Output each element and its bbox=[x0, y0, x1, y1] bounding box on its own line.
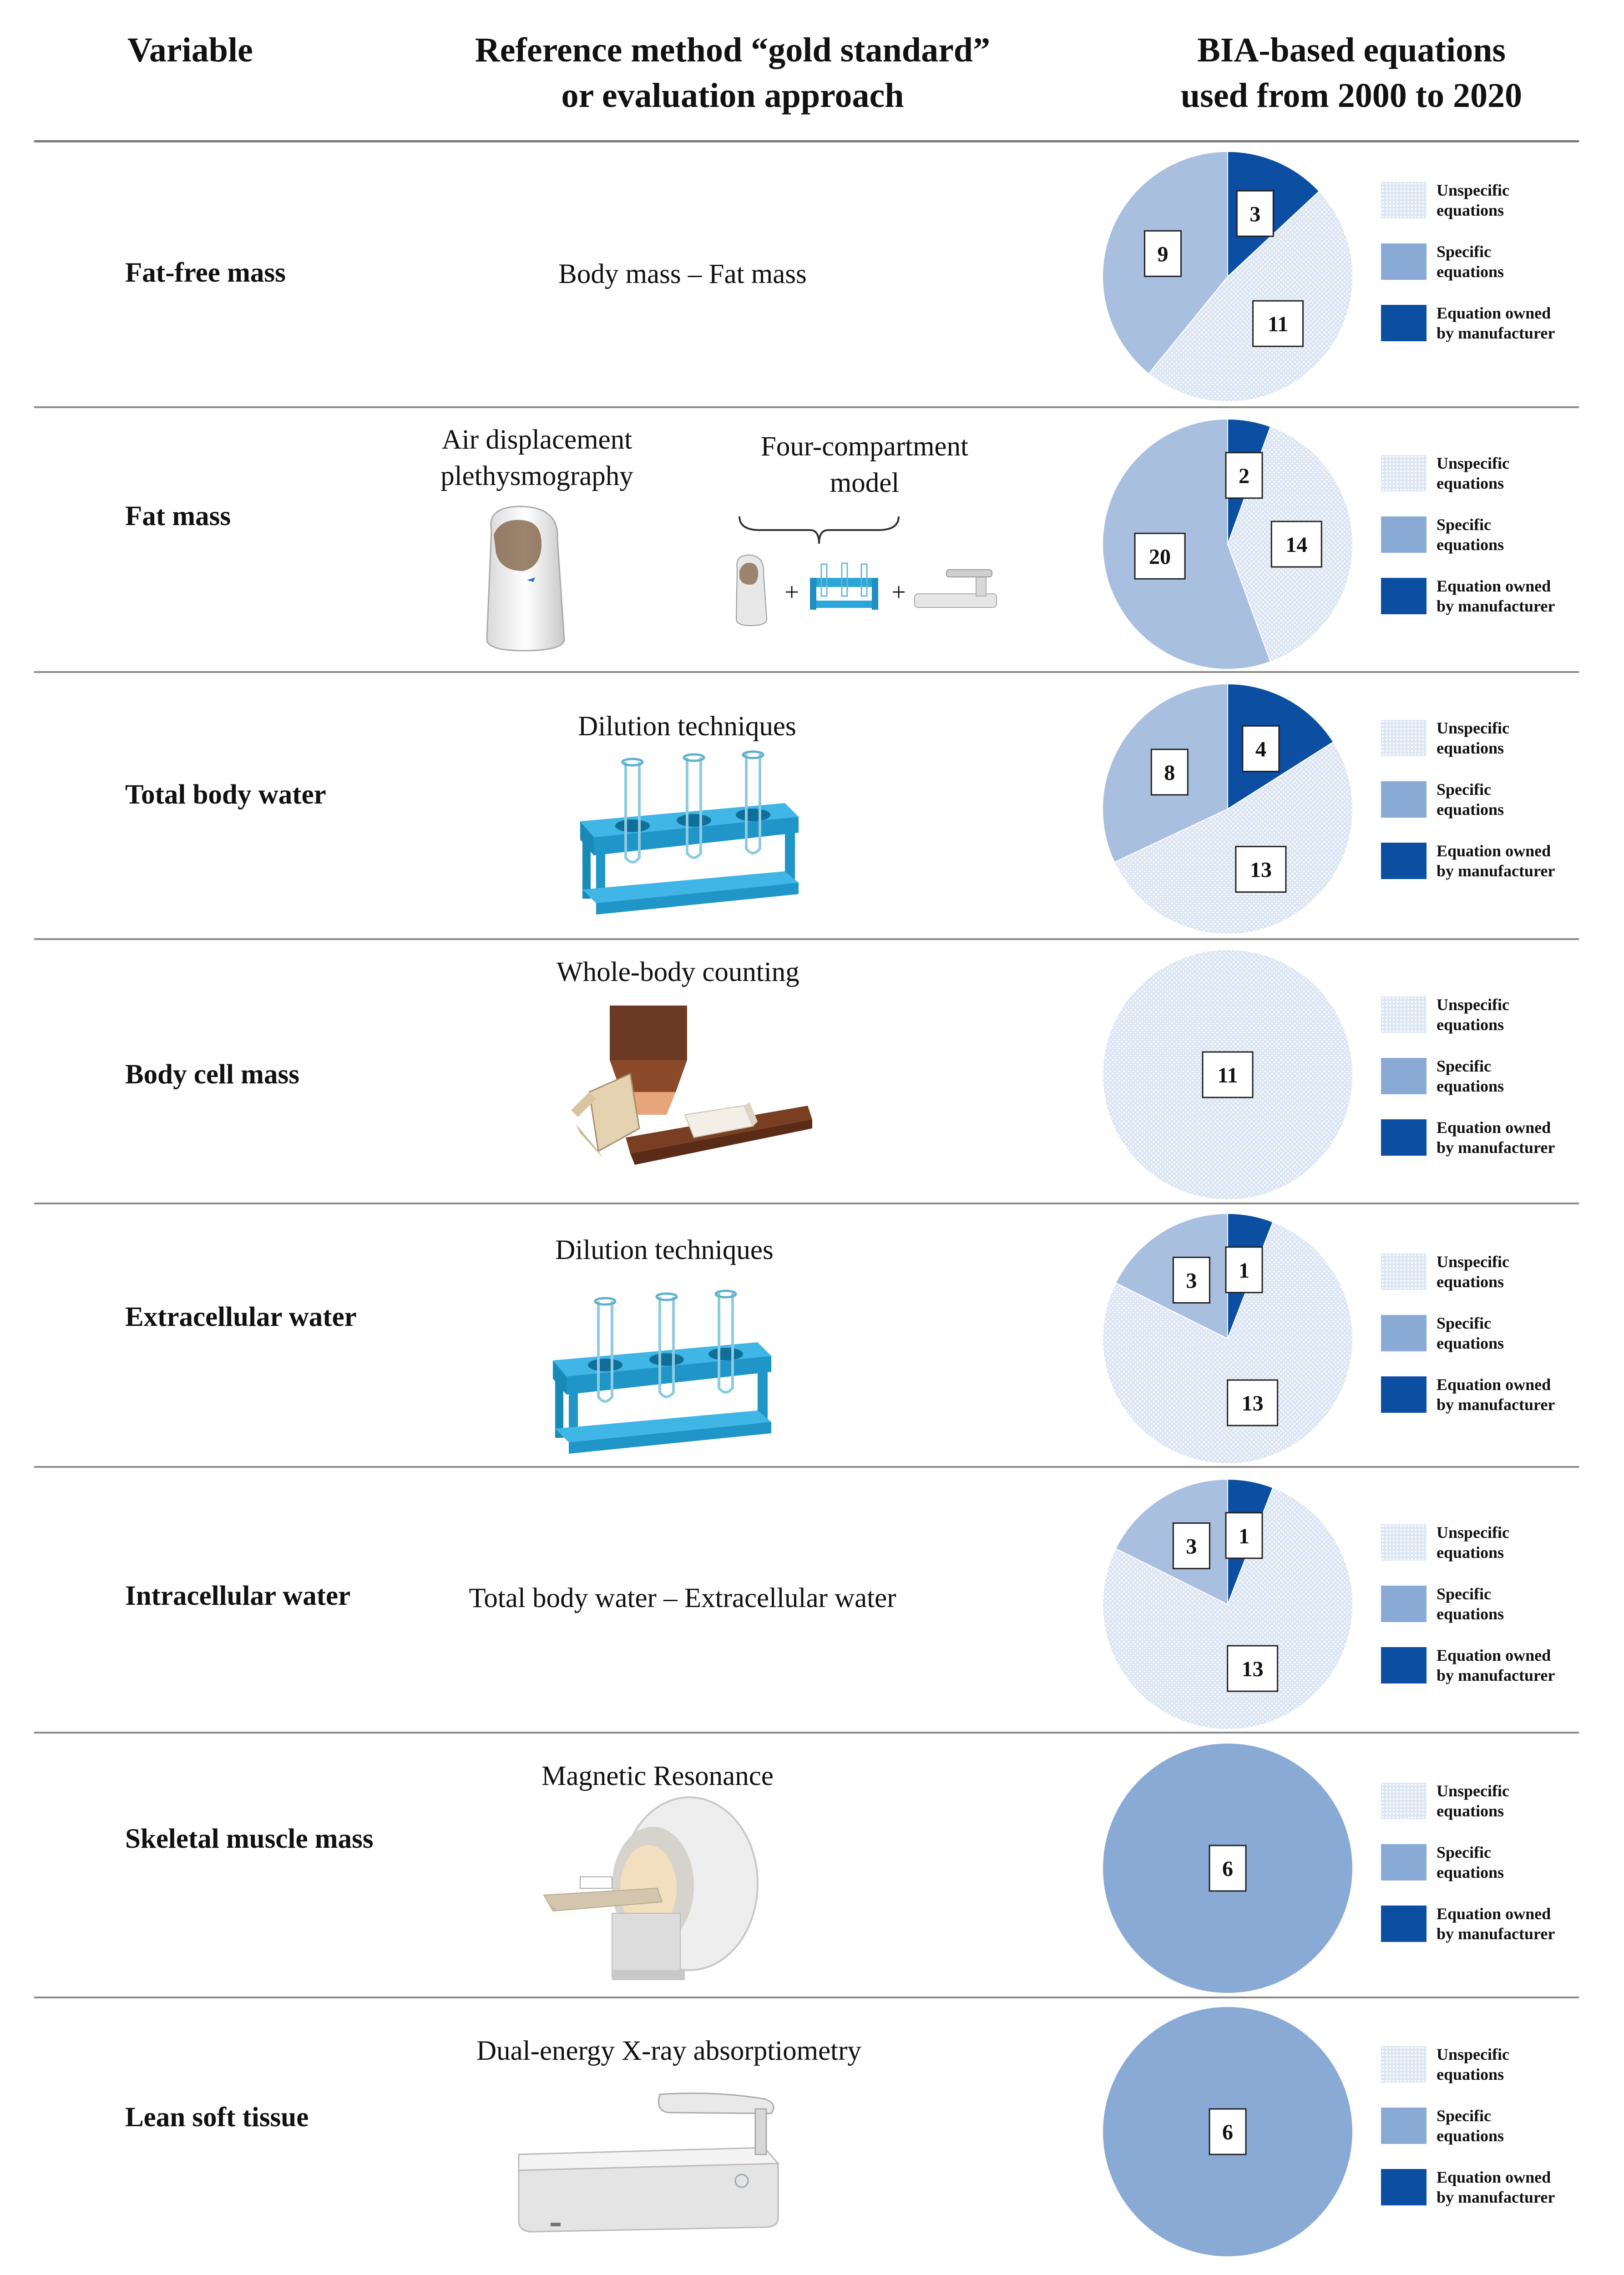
data-label bbox=[1173, 1523, 1209, 1568]
legend-swatch-specific bbox=[1381, 2108, 1427, 2144]
data-label bbox=[1271, 521, 1321, 567]
legend-label: Unspecific equations bbox=[1437, 996, 1509, 1034]
legend-label: Unspecific equations bbox=[1437, 719, 1509, 757]
reference-method: Air displacement plethysmography bbox=[440, 425, 633, 491]
pie-chart-intracellular-water bbox=[1100, 1477, 1355, 1732]
legend-item-owned bbox=[1381, 1376, 1572, 1413]
legend-item-owned bbox=[1381, 578, 1572, 614]
data-label bbox=[1144, 231, 1181, 276]
legend-item-unspecific bbox=[1381, 720, 1572, 756]
data-label-text: 2 bbox=[1239, 464, 1250, 488]
legend-swatch-owned bbox=[1381, 1119, 1427, 1156]
variable-name: Body cell mass bbox=[125, 1059, 299, 1090]
legend-label: Specific equations bbox=[1437, 780, 1504, 819]
row-divider bbox=[34, 1466, 1579, 1468]
legend-swatch-specific bbox=[1381, 1586, 1427, 1622]
legend-swatch-unspecific bbox=[1381, 182, 1427, 218]
legend-item-specific bbox=[1381, 1586, 1572, 1622]
legend-item-unspecific bbox=[1381, 2046, 1572, 2083]
legend-item-owned bbox=[1381, 1647, 1572, 1684]
legend-swatch-unspecific bbox=[1381, 455, 1427, 491]
legend-swatch-unspecific bbox=[1381, 1524, 1427, 1561]
row-divider bbox=[34, 1997, 1579, 1998]
legend-label: Specific equations bbox=[1437, 1314, 1504, 1352]
data-label bbox=[1226, 453, 1262, 498]
legend-item-unspecific bbox=[1381, 1783, 1572, 1819]
reference-method: Total body water – Extracellular water bbox=[469, 1583, 896, 1613]
legend-label: Equation owned by manufacturer bbox=[1437, 2168, 1555, 2206]
legend-label: Specific equations bbox=[1437, 1585, 1504, 1623]
row-divider bbox=[34, 938, 1579, 940]
legend-swatch-unspecific bbox=[1381, 996, 1427, 1033]
data-label-text: 3 bbox=[1186, 1269, 1197, 1293]
reference-method: Whole-body counting bbox=[557, 957, 799, 987]
legend-label: Unspecific equations bbox=[1437, 2045, 1509, 2083]
legend-swatch-specific bbox=[1381, 1058, 1427, 1094]
air-displacement-plethysmograph-image bbox=[473, 503, 573, 653]
data-label bbox=[1228, 1380, 1278, 1426]
legend-label: Specific equations bbox=[1437, 516, 1504, 554]
legend-label: Equation owned by manufacturer bbox=[1437, 1375, 1555, 1414]
row-divider bbox=[34, 1732, 1579, 1734]
pie-chart-fat-mass bbox=[1100, 417, 1355, 672]
data-label bbox=[1236, 847, 1286, 892]
data-label bbox=[1203, 1052, 1253, 1097]
legend-swatch-owned bbox=[1381, 843, 1427, 879]
data-label bbox=[1253, 301, 1303, 346]
four-compartment-model-devices-image bbox=[728, 510, 1001, 651]
legend-item-unspecific bbox=[1381, 1524, 1572, 1561]
legend-swatch-specific bbox=[1381, 1315, 1427, 1351]
legend-label: Unspecific equations bbox=[1437, 454, 1509, 492]
data-label bbox=[1237, 191, 1273, 236]
reference-method: Body mass – Fat mass bbox=[558, 259, 807, 289]
pie-chart-fat-free-mass bbox=[1100, 149, 1355, 404]
legend-swatch-specific bbox=[1381, 781, 1427, 818]
variable-name: Fat mass bbox=[125, 501, 231, 531]
reference-method: Dilution techniques bbox=[555, 1235, 774, 1265]
data-label-text: 13 bbox=[1250, 858, 1272, 882]
legend-item-unspecific bbox=[1381, 182, 1572, 218]
legend-label: Specific equations bbox=[1437, 2107, 1504, 2145]
legend-swatch-specific bbox=[1381, 243, 1427, 280]
legend-swatch-owned bbox=[1381, 2169, 1427, 2205]
whole-body-counter-image bbox=[571, 1001, 812, 1174]
data-label-text: 6 bbox=[1222, 1857, 1233, 1881]
row-divider bbox=[34, 406, 1579, 408]
data-label bbox=[1151, 749, 1188, 795]
legend-label: Equation owned by manufacturer bbox=[1437, 842, 1555, 880]
reference-method-secondary: Four-compartment model bbox=[760, 431, 969, 498]
data-label-text: 1 bbox=[1239, 1258, 1250, 1283]
legend-label: Equation owned by manufacturer bbox=[1437, 1905, 1555, 1943]
data-label-text: 4 bbox=[1255, 737, 1266, 762]
data-label bbox=[1228, 1646, 1278, 1691]
legend-item-specific bbox=[1381, 781, 1572, 818]
legend-label: Specific equations bbox=[1437, 243, 1504, 281]
legend-item-specific bbox=[1381, 1844, 1572, 1881]
data-label bbox=[1209, 2109, 1246, 2154]
data-label-text: 20 bbox=[1149, 545, 1171, 569]
legend-label: Unspecific equations bbox=[1437, 181, 1509, 219]
legend-swatch-owned bbox=[1381, 1906, 1427, 1942]
variable-name: Lean soft tissue bbox=[125, 2102, 309, 2133]
legend-item-specific bbox=[1381, 2108, 1572, 2144]
pie-chart-body-cell-mass bbox=[1100, 947, 1355, 1202]
data-label bbox=[1243, 726, 1279, 771]
variable-name: Intracellular water bbox=[125, 1581, 351, 1611]
legend-item-specific bbox=[1381, 516, 1572, 553]
data-label bbox=[1209, 1845, 1246, 1891]
data-label-text: 8 bbox=[1164, 760, 1175, 785]
legend-label: Equation owned by manufacturer bbox=[1437, 304, 1555, 342]
data-label-text: 1 bbox=[1239, 1524, 1250, 1548]
legend-label: Unspecific equations bbox=[1437, 1782, 1509, 1820]
legend-swatch-specific bbox=[1381, 1844, 1427, 1881]
legend-item-owned bbox=[1381, 1119, 1572, 1156]
legend-item-owned bbox=[1381, 305, 1572, 341]
legend-swatch-unspecific bbox=[1381, 1783, 1427, 1819]
legend-label: Specific equations bbox=[1437, 1843, 1504, 1881]
legend-label: Unspecific equations bbox=[1437, 1253, 1509, 1291]
header-rule bbox=[34, 140, 1579, 142]
legend-item-unspecific bbox=[1381, 996, 1572, 1033]
legend-item-unspecific bbox=[1381, 455, 1572, 491]
variable-name: Total body water bbox=[125, 779, 326, 810]
data-label bbox=[1173, 1257, 1209, 1303]
data-label-text: 11 bbox=[1217, 1063, 1238, 1087]
legend-swatch-unspecific bbox=[1381, 720, 1427, 756]
legend-item-owned bbox=[1381, 2169, 1572, 2205]
data-label bbox=[1226, 1247, 1262, 1293]
data-label bbox=[1135, 533, 1185, 579]
legend-swatch-owned bbox=[1381, 1647, 1427, 1684]
reference-method: Dilution techniques bbox=[578, 711, 796, 742]
data-label-text: 3 bbox=[1250, 202, 1261, 227]
data-label bbox=[1226, 1513, 1262, 1558]
header-variable: Variable bbox=[127, 31, 253, 69]
reference-method: Dual-energy X-ray absorptiometry bbox=[476, 2036, 861, 2066]
legend-item-owned bbox=[1381, 843, 1572, 879]
pie-chart-lean-soft-tissue bbox=[1100, 2004, 1355, 2259]
legend-label: Equation owned by manufacturer bbox=[1437, 1118, 1555, 1157]
dilution-tube-rack-image bbox=[571, 753, 803, 921]
legend-swatch-specific bbox=[1381, 516, 1427, 553]
legend-label: Specific equations bbox=[1437, 1057, 1504, 1095]
variable-name: Fat-free mass bbox=[125, 258, 286, 288]
header-bia-equations: BIA-based equations used from 2000 to 2020 bbox=[1180, 31, 1523, 115]
row-divider bbox=[34, 1203, 1579, 1204]
pie-chart-total-body-water bbox=[1100, 682, 1355, 936]
legend-swatch-owned bbox=[1381, 578, 1427, 614]
legend-swatch-owned bbox=[1381, 1376, 1427, 1413]
legend-item-owned bbox=[1381, 1906, 1572, 1942]
variable-name: Skeletal muscle mass bbox=[125, 1824, 374, 1854]
data-label-text: 13 bbox=[1241, 1657, 1264, 1682]
legend-item-specific bbox=[1381, 243, 1572, 280]
legend-label: Equation owned by manufacturer bbox=[1437, 577, 1555, 615]
data-label-text: 6 bbox=[1222, 2120, 1233, 2144]
data-label-text: 9 bbox=[1157, 242, 1169, 267]
pie-chart-extracellular-water bbox=[1100, 1211, 1355, 1466]
dilution-tube-rack-image bbox=[544, 1292, 776, 1461]
data-label-text: 13 bbox=[1241, 1391, 1264, 1416]
legend-item-specific bbox=[1381, 1315, 1572, 1351]
pie-chart-skeletal-muscle-mass bbox=[1100, 1741, 1355, 1996]
legend-label: Equation owned by manufacturer bbox=[1437, 1646, 1555, 1684]
legend-item-unspecific bbox=[1381, 1254, 1572, 1290]
legend-swatch-unspecific bbox=[1381, 1254, 1427, 1290]
dxa-scanner-image bbox=[510, 2091, 783, 2241]
header-reference-method: Reference method “gold standard” or evaluation approach bbox=[475, 31, 991, 115]
data-label-text: 3 bbox=[1186, 1534, 1197, 1559]
variable-name: Extracellular water bbox=[125, 1302, 357, 1332]
data-label-text: 11 bbox=[1267, 312, 1289, 337]
mri-scanner-image bbox=[544, 1797, 758, 1984]
legend-label: Unspecific equations bbox=[1437, 1523, 1509, 1562]
reference-method: Magnetic Resonance bbox=[541, 1761, 774, 1791]
legend-swatch-owned bbox=[1381, 305, 1427, 341]
svg-text:+: + bbox=[784, 578, 799, 607]
data-label-text: 14 bbox=[1285, 533, 1308, 557]
svg-text:+: + bbox=[891, 578, 906, 607]
legend-item-specific bbox=[1381, 1058, 1572, 1094]
legend-swatch-unspecific bbox=[1381, 2046, 1427, 2083]
